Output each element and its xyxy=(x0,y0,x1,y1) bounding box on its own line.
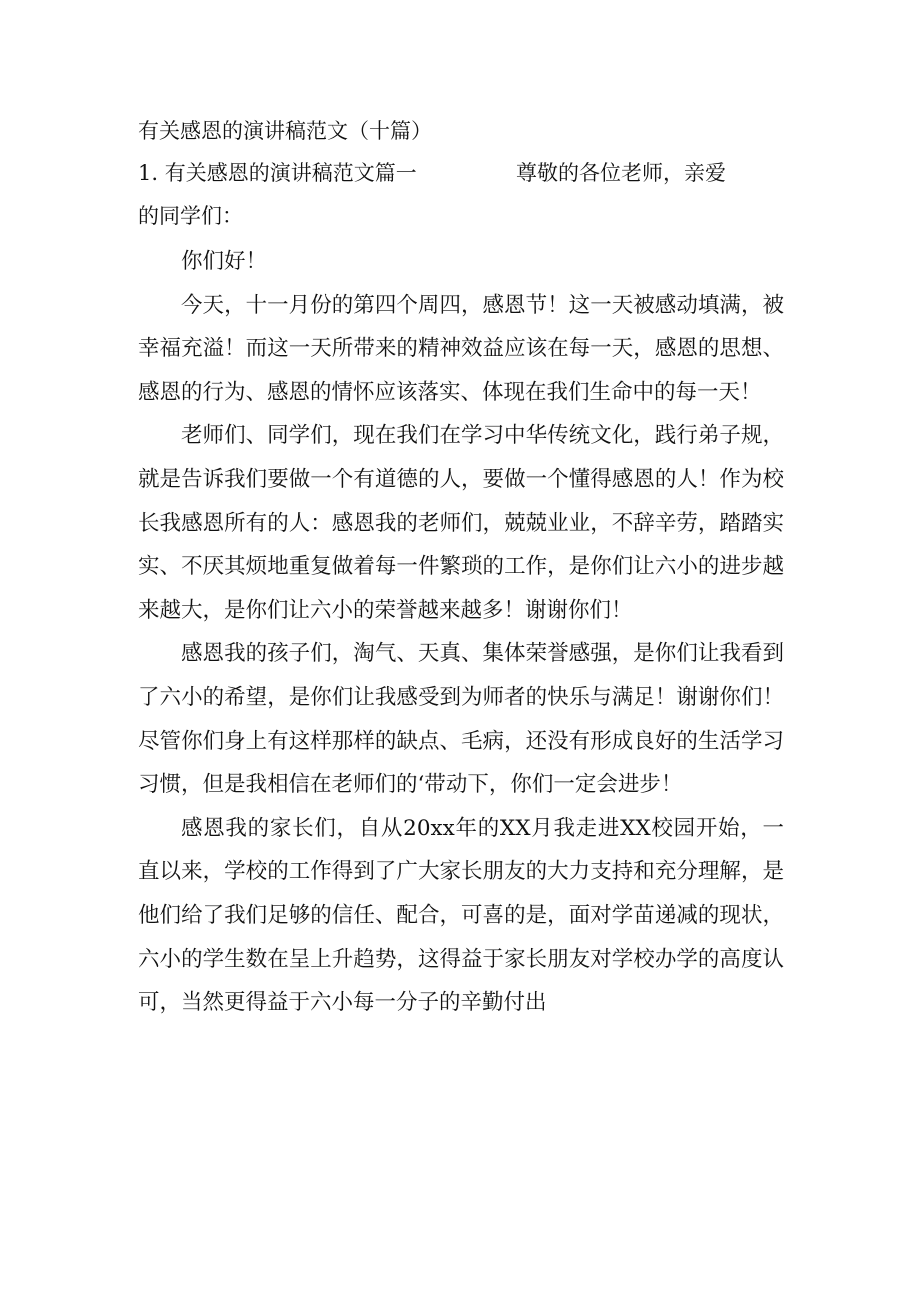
paragraph: 今天，十一月份的第四个周四，感恩节！这一天被感动填满，被幸福充溢！而这一天所带来的精神效益应该在每一天，感恩的思想、感恩的行为、感恩的情怀应该落实、体现在我们生命中的每一天！ xyxy=(138,292,784,405)
paragraph: 感恩我的孩子们，淘气、天真、集体荣誉感强，是你们让我看到了六小的希望，是你们让我感受到为师者的快乐与满足！谢谢你们！尽管你们身上有这样那样的缺点、毛病，还没有形成良好的生活学习习惯，但是我相信在老师们的‘带动下，你们一定会进步！ xyxy=(138,641,784,798)
section-heading-line xyxy=(138,154,778,192)
section-heading: 1. 有关感恩的演讲稿范文篇一 xyxy=(138,161,417,185)
body-text xyxy=(138,240,784,1025)
document-title: 有关感恩的演讲稿范文（十篇） xyxy=(138,119,432,143)
salutation-end: 的同学们： xyxy=(138,204,243,228)
salutation-start: 尊敬的各位老师，亲爱 xyxy=(516,161,726,185)
paragraph: 老师们、同学们，现在我们在学习中华传统文化，践行弟子规，就是告诉我们要做一个有道德的人，要做一个懂得感恩的人！作为校长我感恩所有的人：感恩我的老师们，兢兢业业，不辞辛劳，踏踏实实、不厌其烦地重复做着每一件繁琐的工作，是你们让六小的进步越来越大，是你们让六小的荣誉越来越多！谢谢你们！ xyxy=(138,423,784,623)
paragraph: 感恩我的家长们，自从20xx年的XX月我走进XX校园开始，一直以来，学校的工作得到了广大家长朋友的大力支持和充分理解，是他们给了我们足够的信任、配合，可喜的是，面对学苗递减的现状，六小的学生数在呈上升趋势，这得益于家长朋友对学校办学的高度认可，当然更得益于六小每一分子的辛勤付出 xyxy=(138,815,784,1016)
paragraph: 你们好！ xyxy=(181,249,268,274)
